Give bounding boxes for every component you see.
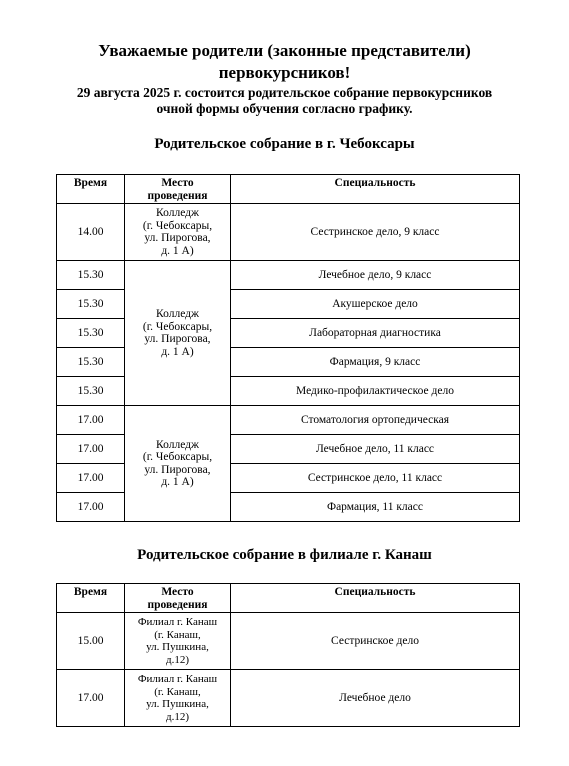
column-header-place <box>125 175 231 204</box>
table-row <box>57 204 520 261</box>
page-title <box>0 40 569 84</box>
table-row <box>57 670 520 727</box>
place-line: д. 1 А) <box>161 476 194 488</box>
place-line: ул. Пирогова, <box>144 463 211 476</box>
time-cell: 17.00 <box>57 406 125 435</box>
place-line: ул. Пушкина, <box>146 641 209 653</box>
time-cell: 15.30 <box>57 261 125 290</box>
place-cell <box>125 613 231 670</box>
place-line: Колледж <box>156 438 199 451</box>
section-title-kanash: Родительское собрание в филиале г. Канаш <box>137 547 432 563</box>
page-subtitle <box>0 85 569 117</box>
table-row <box>57 406 520 435</box>
specialty-cell: Акушерское дело <box>231 290 520 319</box>
specialty-cell: Лечебное дело, 9 класс <box>231 261 520 290</box>
specialty-cell: Лечебное дело <box>231 670 520 727</box>
column-header-place-line-2: проведения <box>147 598 208 611</box>
column-header-place <box>125 584 231 613</box>
place-line: Колледж <box>156 207 199 219</box>
place-line: д. 1 А) <box>161 345 194 358</box>
place-line: (г. Чебоксары, <box>142 451 213 463</box>
schedule-table-cheboksary <box>56 174 520 522</box>
place-line: (г. Чебоксары, <box>142 320 213 333</box>
specialty-cell: Сестринское дело, 11 класс <box>231 464 520 493</box>
time-cell: 14.00 <box>57 204 125 261</box>
specialty-cell: Сестринское дело <box>231 613 520 670</box>
time-cell: 17.00 <box>57 464 125 493</box>
place-line: д. 1 А) <box>161 244 194 257</box>
specialty-cell: Лечебное дело, 11 класс <box>231 435 520 464</box>
column-header-time: Время <box>57 584 125 613</box>
time-cell: 15.30 <box>57 290 125 319</box>
schedule-table-kanash <box>56 583 520 727</box>
column-header-place-line-1: Место <box>161 177 194 189</box>
place-line: д.12) <box>165 710 189 723</box>
place-line: ул. Пушкина, <box>146 698 209 710</box>
subtitle-line-1: 29 августа 2025 г. состоится родительское собрание первокурсников <box>76 85 493 100</box>
title-line-2: первокурсников! <box>218 63 351 82</box>
table-header-row <box>57 175 520 204</box>
place-cell <box>125 670 231 727</box>
section-title-cheboksary: Родительское собрание в г. Чебоксары <box>154 136 415 152</box>
column-header-specialty: Специальность <box>231 175 520 204</box>
column-header-place-line-2: проведения <box>147 189 208 202</box>
place-line: (г. Канаш, <box>154 628 201 641</box>
column-header-time: Время <box>57 175 125 204</box>
place-line: (г. Чебоксары, <box>142 219 213 232</box>
place-line: Филиал г. Канаш <box>137 616 218 628</box>
place-line: Филиал г. Канаш <box>137 673 218 685</box>
place-line: Колледж <box>156 308 199 320</box>
specialty-cell: Сестринское дело, 9 класс <box>231 204 520 261</box>
specialty-cell: Медико-профилактическое дело <box>231 377 520 406</box>
specialty-cell: Фармация, 9 класс <box>231 348 520 377</box>
place-line: ул. Пирогова, <box>144 232 211 244</box>
column-header-place-line-1: Место <box>161 586 194 598</box>
place-cell <box>125 261 231 406</box>
specialty-cell: Лабораторная диагностика <box>231 319 520 348</box>
time-cell: 17.00 <box>57 493 125 522</box>
time-cell: 17.00 <box>57 435 125 464</box>
table-row <box>57 261 520 290</box>
place-cell <box>125 406 231 522</box>
column-header-specialty: Специальность <box>231 584 520 613</box>
specialty-cell: Фармация, 11 класс <box>231 493 520 522</box>
subtitle-line-2: очной формы обучения согласно графику. <box>156 101 413 116</box>
place-line: д.12) <box>165 653 189 666</box>
place-line: (г. Канаш, <box>154 685 201 698</box>
time-cell: 15.30 <box>57 377 125 406</box>
table-row <box>57 613 520 670</box>
time-cell: 15.30 <box>57 348 125 377</box>
time-cell: 15.00 <box>57 613 125 670</box>
place-cell <box>125 204 231 261</box>
table-header-row <box>57 584 520 613</box>
place-line: ул. Пирогова, <box>144 333 211 345</box>
specialty-cell: Стоматология ортопедическая <box>231 406 520 435</box>
time-cell: 17.00 <box>57 670 125 727</box>
time-cell: 15.30 <box>57 319 125 348</box>
title-line-1: Уважаемые родители (законные представители) <box>98 41 471 60</box>
